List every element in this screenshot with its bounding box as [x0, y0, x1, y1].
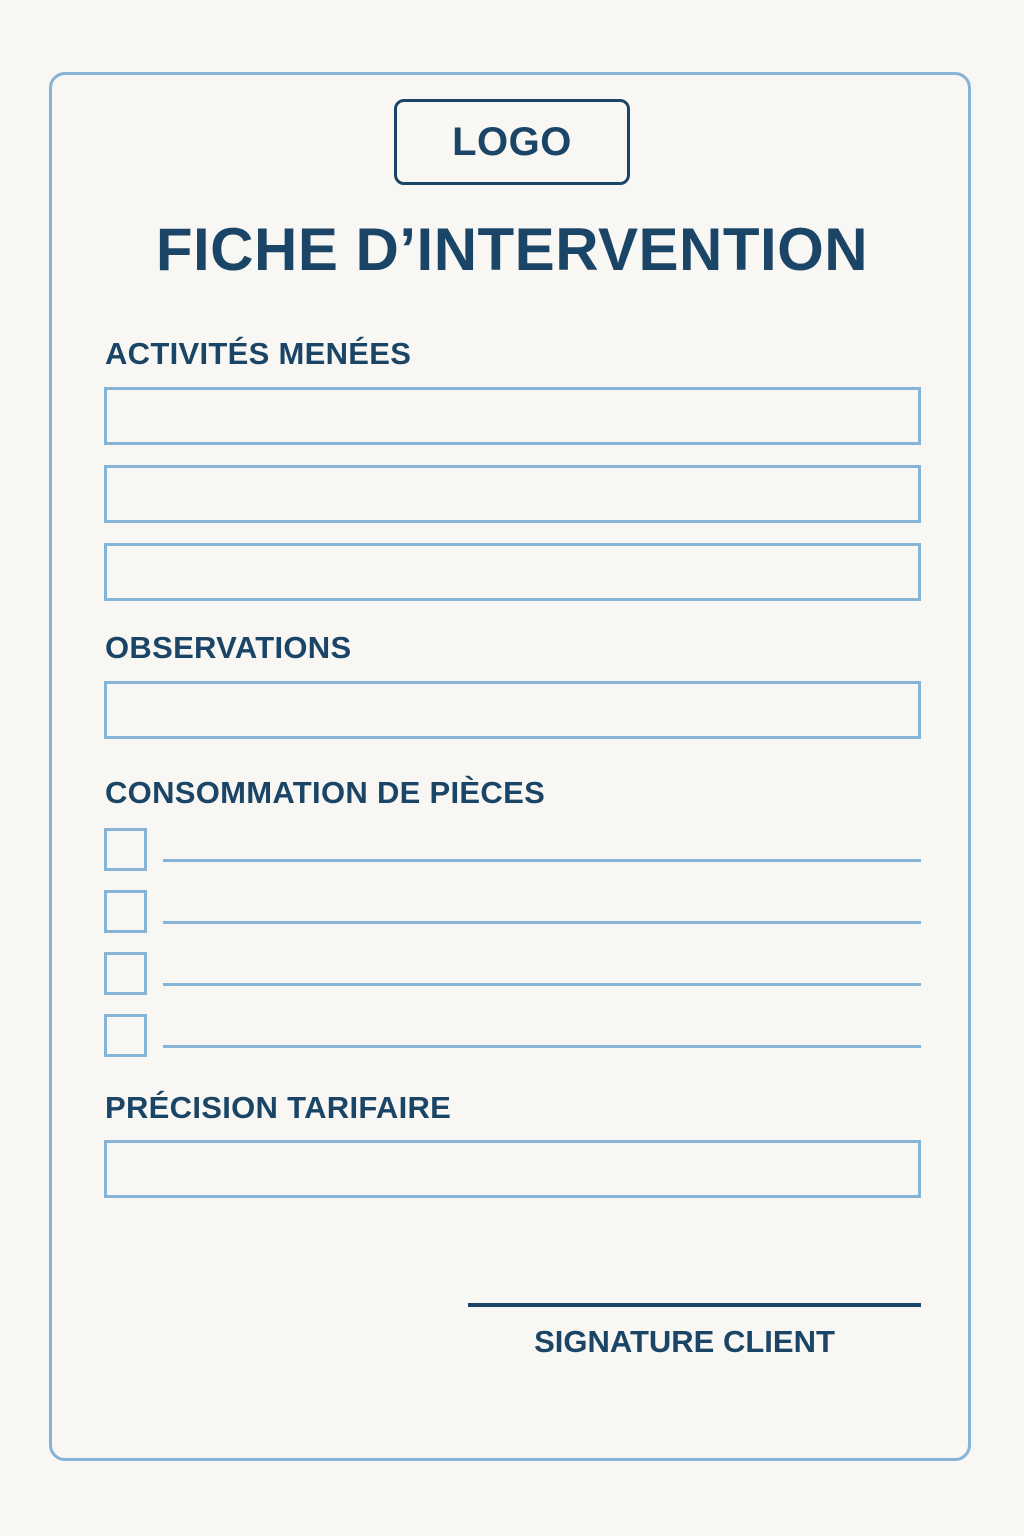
part-line-2[interactable] — [163, 921, 921, 924]
section-label-pricing: PRÉCISION TARIFAIRE — [105, 1090, 452, 1125]
pricing-field[interactable] — [104, 1140, 921, 1198]
part-line-4[interactable] — [163, 1045, 921, 1048]
logo-text: LOGO — [452, 119, 572, 164]
part-line-1[interactable] — [163, 859, 921, 862]
signature-line[interactable] — [468, 1303, 921, 1307]
activity-field-3[interactable] — [104, 543, 921, 601]
part-checkbox-2[interactable] — [104, 890, 147, 933]
activity-field-2[interactable] — [104, 465, 921, 523]
part-checkbox-1[interactable] — [104, 828, 147, 871]
activity-field-1[interactable] — [104, 387, 921, 445]
page-title: FICHE D’INTERVENTION — [155, 216, 869, 283]
part-line-3[interactable] — [163, 983, 921, 986]
logo — [394, 99, 630, 185]
part-checkbox-3[interactable] — [104, 952, 147, 995]
observations-field[interactable] — [104, 681, 921, 739]
part-checkbox-4[interactable] — [104, 1014, 147, 1057]
section-label-parts: CONSOMMATION DE PIÈCES — [105, 775, 546, 810]
section-label-activities: ACTIVITÉS MENÉES — [105, 336, 412, 371]
section-label-observations: OBSERVATIONS — [105, 630, 352, 665]
signature-label: SIGNATURE CLIENT — [534, 1324, 835, 1359]
